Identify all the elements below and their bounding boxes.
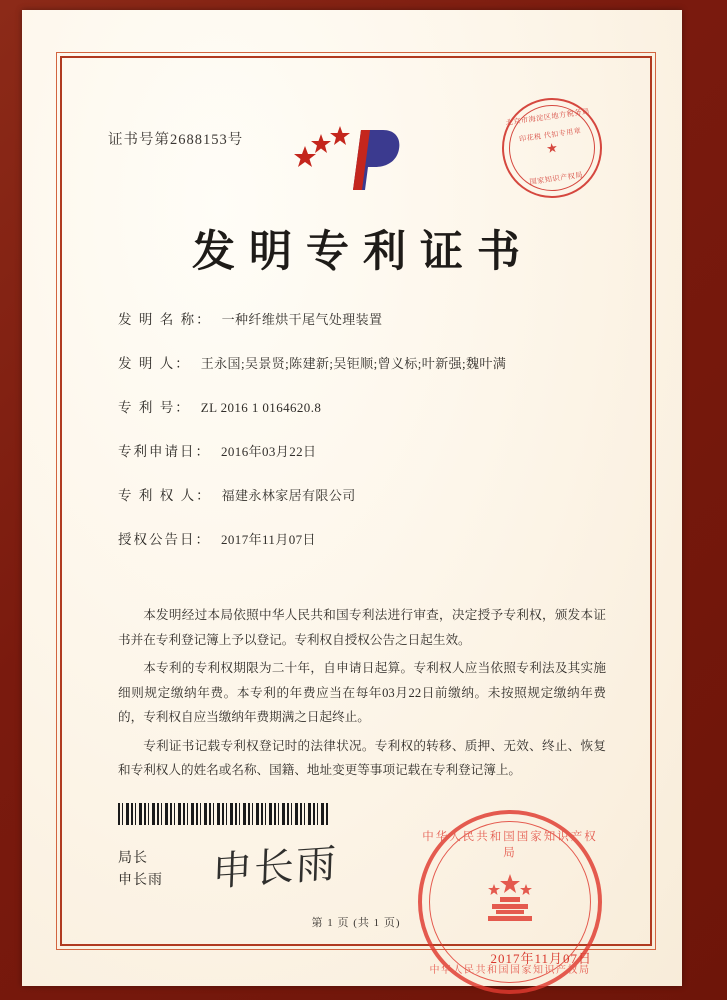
sipo-emblem-icon <box>291 116 421 202</box>
field-value: 福建永林家居有限公司 <box>221 488 356 503</box>
director-title: 局长 <box>118 851 148 866</box>
director-block <box>118 848 163 893</box>
certificate-content <box>62 58 650 976</box>
field-patentee <box>118 484 610 504</box>
director-signature: 申长雨 <box>211 840 339 896</box>
director-name: 申长雨 <box>118 873 163 889</box>
seal-middle-text: 印花税 代扣专用章 <box>518 127 582 144</box>
field-application-date <box>118 440 610 460</box>
field-label: 授权公告日： <box>118 532 211 547</box>
certificate-body-text <box>118 603 606 787</box>
seal-star-icon: ★ <box>545 139 559 157</box>
certificate-fields <box>118 308 610 572</box>
certificate-paper <box>22 10 682 986</box>
body-paragraph: 专利证书记载专利权登记时的法律状况。专利权的转移、质押、无效、终止、恢复和专利权人的姓名或名称、国籍、地址变更等事项记载在专利登记簿上。 <box>118 738 606 778</box>
tax-office-seal <box>496 92 609 205</box>
seal-arc-top-text: 中华人民共和国国家知识产权局 <box>422 831 598 859</box>
certificate-serial-number: 证书号第2688153号 <box>108 132 244 148</box>
body-paragraph: 本发明经过本局依照中华人民共和国专利法进行审查，决定授予专利权，颁发本证书并在专利登记簿上予以登记。专利权自授权公告之日起生效。 <box>118 608 606 647</box>
field-value: ZL 2016 1 0164620.8 <box>200 400 322 415</box>
field-grant-date <box>118 528 610 548</box>
certificate-frame <box>60 56 652 976</box>
field-value: 一种纤维烘干尾气处理装置 <box>221 312 383 327</box>
field-value: 2017年11月07日 <box>221 532 316 547</box>
page-title: 发明专利证书 <box>192 227 534 277</box>
field-value: 王永国;吴景贤;陈建新;吴钜顺;曾义标;叶新强;魏叶满 <box>200 356 507 371</box>
seal-arc-bottom-text: 国家知识产权局 <box>528 170 584 187</box>
seal-arc-bottom-text: 中华人民共和国国家知识产权局 <box>429 965 591 976</box>
field-invention-name <box>118 308 610 328</box>
field-label: 发 明 人： <box>118 356 191 371</box>
field-label: 发 明 名 称： <box>118 312 212 327</box>
field-value: 2016年03月22日 <box>221 444 317 459</box>
field-label: 专 利 权 人： <box>118 488 212 503</box>
page-footer: 第 1 页 (共 1 页) <box>311 917 401 929</box>
body-paragraph: 本专利的专利权期限为二十年，自申请日起算。专利权人应当依照专利法及其实施细则规定缴纳年费。本专利的年费应当在每年03月22日前缴纳。未按照规定缴纳年费的，专利权自应当缴纳年费期满之日起终止。 <box>118 661 606 725</box>
seal-arc-top-text: 北京市海淀区地方税务局 <box>505 106 591 128</box>
field-patent-number <box>118 396 610 416</box>
field-label: 专利申请日： <box>118 444 211 459</box>
field-inventors <box>118 352 610 372</box>
seal-date: 2017年11月07日 <box>490 951 592 966</box>
field-label: 专 利 号： <box>118 400 191 415</box>
barcode <box>118 803 328 825</box>
